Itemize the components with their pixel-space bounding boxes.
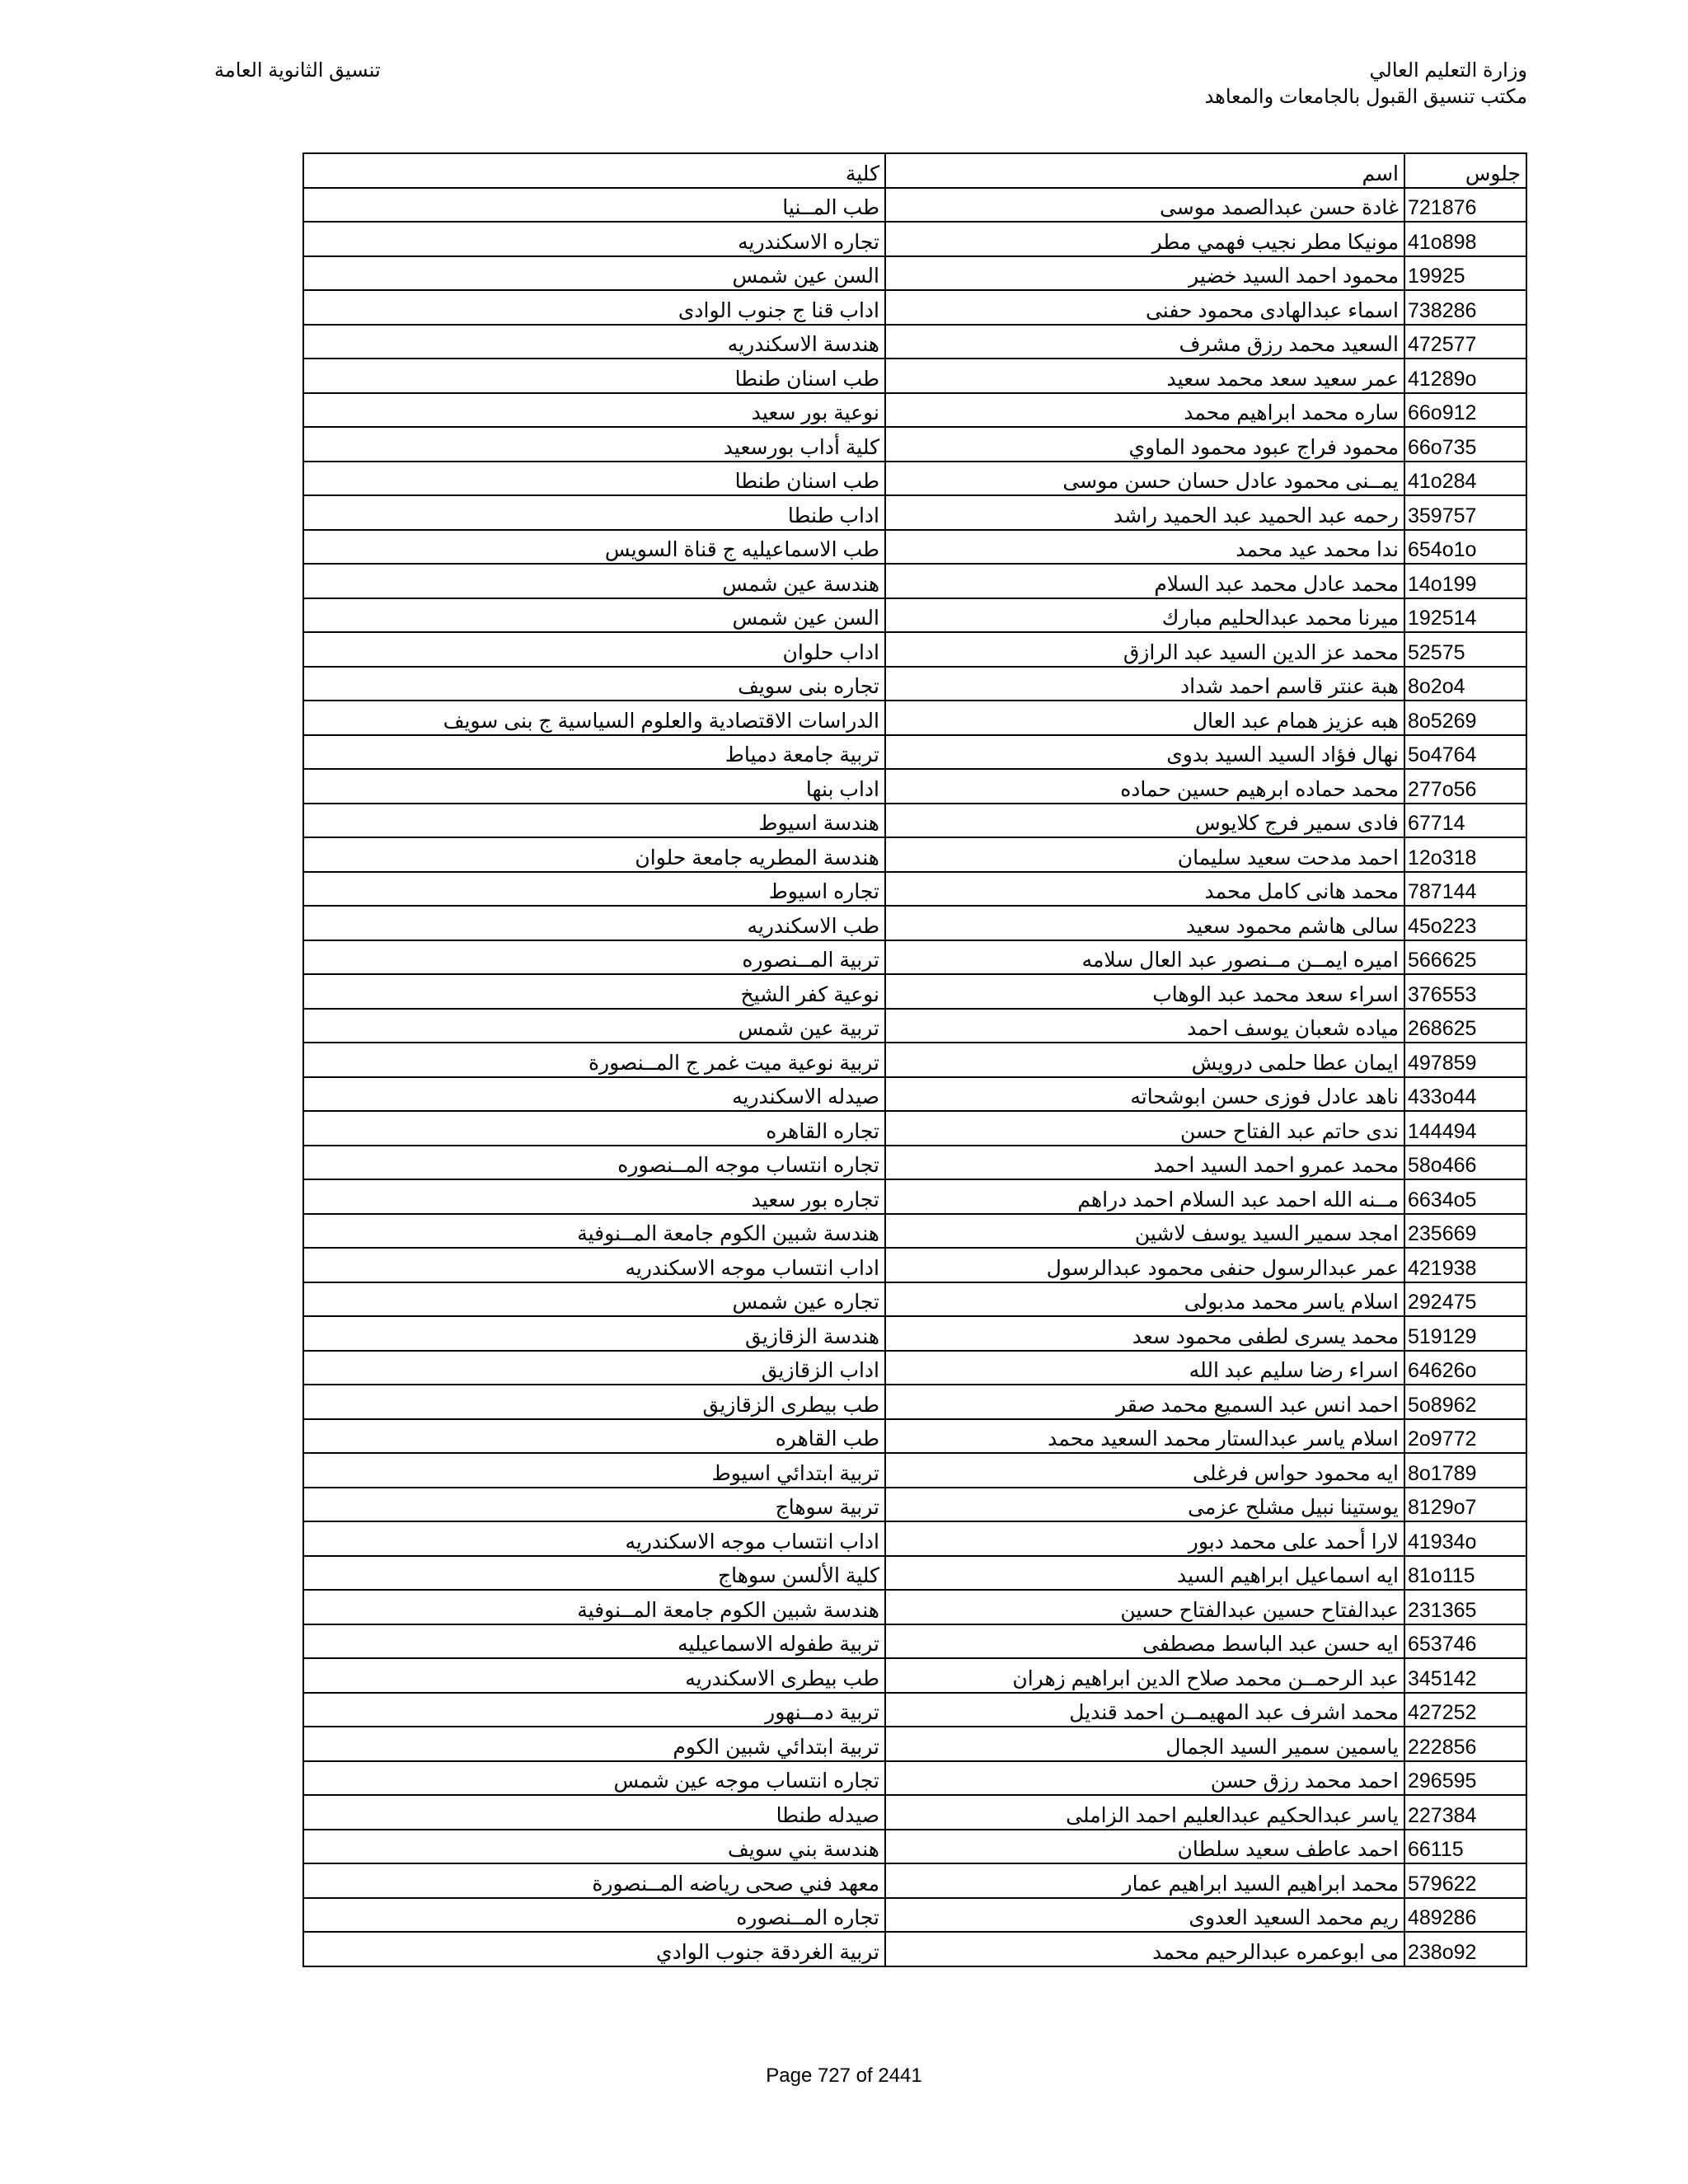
seat-number: 566625 xyxy=(1404,940,1526,975)
college-name: كلية أداب بورسعيد xyxy=(303,427,885,462)
seat-number: 81o115 xyxy=(1404,1556,1526,1591)
table-row xyxy=(303,940,1526,975)
seat-number: 787144 xyxy=(1404,872,1526,907)
table-row xyxy=(303,837,1526,872)
table-row xyxy=(303,1077,1526,1112)
seat-number: 41289o xyxy=(1404,359,1526,393)
college-name: اداب طنطا xyxy=(303,495,885,530)
table-row xyxy=(303,1453,1526,1488)
seat-number: 6634o5 xyxy=(1404,1179,1526,1214)
student-name: هبه عزيز همام عبد العال xyxy=(885,701,1404,735)
student-name: ايه اسماعيل ابراهيم السيد xyxy=(885,1556,1404,1591)
student-name: اسراء رضا سليم عبد الله xyxy=(885,1351,1404,1385)
student-name: رحمه عبد الحميد عبد الحميد راشد xyxy=(885,495,1404,530)
student-name: عمر سعيد سعد محمد سعيد xyxy=(885,359,1404,393)
table-row xyxy=(303,1419,1526,1454)
table-row xyxy=(303,495,1526,530)
seat-number: 268625 xyxy=(1404,1009,1526,1043)
student-name: اسراء سعد محمد عبد الوهاب xyxy=(885,974,1404,1009)
table-row xyxy=(303,804,1526,838)
student-name: ايه محمود حواس فرغلى xyxy=(885,1453,1404,1488)
student-name: اميره ايمــن مــنصور عبد العال سلامه xyxy=(885,940,1404,975)
table-row xyxy=(303,1214,1526,1249)
college-name: تربية ابتدائي اسيوط xyxy=(303,1453,885,1488)
student-name: عمر عبدالرسول حنفى محمود عبدالرسول xyxy=(885,1248,1404,1282)
table-row xyxy=(303,1590,1526,1624)
table-row xyxy=(303,1658,1526,1693)
seat-number: 66115 xyxy=(1404,1830,1526,1864)
college-name: هندسة شبين الكوم جامعة المــنوفية xyxy=(303,1214,885,1249)
student-name: محمد اشرف عبد المهيمــن احمد قنديل xyxy=(885,1693,1404,1727)
college-name: نوعية كفر الشيخ xyxy=(303,974,885,1009)
student-name: ياسر عبدالحكيم عبدالعليم احمد الزاملى xyxy=(885,1795,1404,1830)
college-name: تربية نوعية ميت غمر ج المــنصورة xyxy=(303,1043,885,1077)
table-row xyxy=(303,222,1526,256)
seat-number: 8o1789 xyxy=(1404,1453,1526,1488)
table-row xyxy=(303,325,1526,359)
table-row xyxy=(303,735,1526,770)
student-name: نهال فؤاد السيد السيد بدوى xyxy=(885,735,1404,770)
student-name: ريم محمد السعيد العدوى xyxy=(885,1898,1404,1933)
student-name: محمد حماده ابرهيم حسين حماده xyxy=(885,769,1404,804)
college-name: طب اسنان طنطا xyxy=(303,359,885,393)
student-name: ايمان عطا حلمى درويش xyxy=(885,1043,1404,1077)
student-name: محمود فراج عبود محمود الماوي xyxy=(885,427,1404,462)
student-name: ايه حسن عبد الباسط مصطفى xyxy=(885,1624,1404,1659)
table-row xyxy=(303,1556,1526,1591)
table-row xyxy=(303,1898,1526,1933)
college-name: تجاره القاهره xyxy=(303,1111,885,1146)
college-name: تجاره بنى سويف xyxy=(303,667,885,701)
seat-number: 5o4764 xyxy=(1404,735,1526,770)
college-name: هندسة شبين الكوم جامعة المــنوفية xyxy=(303,1590,885,1624)
table-row xyxy=(303,462,1526,496)
student-name: السعيد محمد رزق مشرف xyxy=(885,325,1404,359)
student-name: عبدالفتاح حسين عبدالفتاح حسين xyxy=(885,1590,1404,1624)
seat-number: 8o5269 xyxy=(1404,701,1526,735)
table-row xyxy=(303,1282,1526,1317)
college-name: اداب بنها xyxy=(303,769,885,804)
table-row xyxy=(303,1521,1526,1556)
student-name: هبة عنتر قاسم احمد شداد xyxy=(885,667,1404,701)
student-name: محمد عمرو احمد السيد احمد xyxy=(885,1146,1404,1180)
student-name: احمد محمد رزق حسن xyxy=(885,1761,1404,1796)
header-ministry-block xyxy=(1205,58,1527,110)
college-name: تربية جامعة دمياط xyxy=(303,735,885,770)
seat-number: 66o912 xyxy=(1404,393,1526,428)
table-row xyxy=(303,188,1526,223)
seat-number: 721876 xyxy=(1404,188,1526,223)
college-name: اداب انتساب موجه الاسكندريه xyxy=(303,1521,885,1556)
seat-number: 738286 xyxy=(1404,290,1526,325)
student-name: ساره محمد ابراهيم محمد xyxy=(885,393,1404,428)
college-name: طب الاسكندريه xyxy=(303,906,885,940)
table-row xyxy=(303,1863,1526,1898)
student-name: ياسمين سمير السيد الجمال xyxy=(885,1727,1404,1761)
college-name: السن عين شمس xyxy=(303,598,885,633)
student-name: محمد هانى كامل محمد xyxy=(885,872,1404,907)
seat-number: 654o1o xyxy=(1404,530,1526,565)
table-row xyxy=(303,530,1526,565)
college-name: تجاره انتساب موجه المــنصوره xyxy=(303,1146,885,1180)
table-row xyxy=(303,1248,1526,1282)
student-name: احمد مدحت سعيد سليمان xyxy=(885,837,1404,872)
college-name: هندسة الاسكندريه xyxy=(303,325,885,359)
seat-number: 66o735 xyxy=(1404,427,1526,462)
seat-number: 58o466 xyxy=(1404,1146,1526,1180)
student-name: محمد ابراهيم السيد ابراهيم عمار xyxy=(885,1863,1404,1898)
college-name: هندسة اسيوط xyxy=(303,804,885,838)
seat-number: 519129 xyxy=(1404,1316,1526,1351)
table-row xyxy=(303,632,1526,667)
student-name: امجد سمير السيد يوسف لاشين xyxy=(885,1214,1404,1249)
college-name: تجاره عين شمس xyxy=(303,1282,885,1317)
college-name: نوعية بور سعيد xyxy=(303,393,885,428)
table-row xyxy=(303,1624,1526,1659)
student-name: محمد عز الدين السيد عبد الرازق xyxy=(885,632,1404,667)
student-name: محمد عادل محمد عبد السلام xyxy=(885,564,1404,598)
table-row xyxy=(303,906,1526,940)
college-name: هندسة الزقازيق xyxy=(303,1316,885,1351)
college-name: السن عين شمس xyxy=(303,256,885,291)
seat-number: 222856 xyxy=(1404,1727,1526,1761)
seat-number: 231365 xyxy=(1404,1590,1526,1624)
college-name: تجاره اسيوط xyxy=(303,872,885,907)
college-name: طب بيطرى الزقازيق xyxy=(303,1385,885,1419)
seat-number: 64626o xyxy=(1404,1351,1526,1385)
college-name: تربية سوهاج xyxy=(303,1488,885,1522)
seat-number: 277o56 xyxy=(1404,769,1526,804)
table-row xyxy=(303,872,1526,907)
seat-number: 5o8962 xyxy=(1404,1385,1526,1419)
table-row xyxy=(303,1179,1526,1214)
seat-number: 227384 xyxy=(1404,1795,1526,1830)
student-name: احمد انس عبد السميع محمد صقر xyxy=(885,1385,1404,1419)
student-name: ميرنا محمد عبدالحليم مبارك xyxy=(885,598,1404,633)
header-name: اسم xyxy=(885,153,1404,188)
seat-number: 296595 xyxy=(1404,1761,1526,1796)
table-row xyxy=(303,1351,1526,1385)
seat-number: 52575 xyxy=(1404,632,1526,667)
table-row xyxy=(303,1830,1526,1864)
college-name: تربية دمــنهور xyxy=(303,1693,885,1727)
student-name: ندى حاتم عبد الفتاح حسن xyxy=(885,1111,1404,1146)
student-name: يمــنى محمود عادل حسان حسن موسى xyxy=(885,462,1404,496)
college-name: اداب حلوان xyxy=(303,632,885,667)
college-name: طب القاهره xyxy=(303,1419,885,1454)
seat-number: 472577 xyxy=(1404,325,1526,359)
college-name: الدراسات الاقتصادية والعلوم السياسية ج بنى سويف xyxy=(303,701,885,735)
college-name: هندسة بني سويف xyxy=(303,1830,885,1864)
student-name: سالى هاشم محمود سعيد xyxy=(885,906,1404,940)
college-name: اداب قنا ج جنوب الوادى xyxy=(303,290,885,325)
college-name: معهد فني صحى رياضه المــنصورة xyxy=(303,1863,885,1898)
coordination-title: تنسيق الثانوية العامة xyxy=(214,59,381,82)
college-name: تربية ابتدائي شبين الكوم xyxy=(303,1727,885,1761)
student-name: محمد يسرى لطفى محمود سعد xyxy=(885,1316,1404,1351)
table-row xyxy=(303,427,1526,462)
student-name: مى ابوعمره عبدالرحيم محمد xyxy=(885,1932,1404,1966)
table-row xyxy=(303,667,1526,701)
seat-number: 8129o7 xyxy=(1404,1488,1526,1522)
seat-number: 345142 xyxy=(1404,1658,1526,1693)
seat-number: 41934o xyxy=(1404,1521,1526,1556)
college-name: تجاره انتساب موجه عين شمس xyxy=(303,1761,885,1796)
college-name: هندسة عين شمس xyxy=(303,564,885,598)
college-name: صيدله الاسكندريه xyxy=(303,1077,885,1112)
seat-number: 41o898 xyxy=(1404,222,1526,256)
header-seat: جلوس xyxy=(1404,153,1526,188)
college-name: طب الاسماعيليه ج قناة السويس xyxy=(303,530,885,565)
student-name: يوستينا نبيل مشلح عزمى xyxy=(885,1488,1404,1522)
student-name: مــنه الله احمد عبد السلام احمد دراهم xyxy=(885,1179,1404,1214)
table-row xyxy=(303,1111,1526,1146)
college-name: تربية المــنصوره xyxy=(303,940,885,975)
seat-number: 427252 xyxy=(1404,1693,1526,1727)
seat-number: 433o44 xyxy=(1404,1077,1526,1112)
student-name: مياده شعبان يوسف احمد xyxy=(885,1009,1404,1043)
college-name: صيدله طنطا xyxy=(303,1795,885,1830)
seat-number: 579622 xyxy=(1404,1863,1526,1898)
table-row xyxy=(303,393,1526,428)
table-row xyxy=(303,701,1526,735)
college-name: اداب انتساب موجه الاسكندريه xyxy=(303,1248,885,1282)
table-row xyxy=(303,1761,1526,1796)
student-name: اسلام ياسر محمد مدبولى xyxy=(885,1282,1404,1317)
seat-number: 497859 xyxy=(1404,1043,1526,1077)
college-name: طب بيطرى الاسكندريه xyxy=(303,1658,885,1693)
results-table xyxy=(302,152,1527,1967)
seat-number: 235669 xyxy=(1404,1214,1526,1249)
table-row xyxy=(303,564,1526,598)
college-name: تربية طفوله الاسماعيليه xyxy=(303,1624,885,1659)
student-name: اسماء عبدالهادى محمود حفنى xyxy=(885,290,1404,325)
table-row xyxy=(303,598,1526,633)
college-name: تربية عين شمس xyxy=(303,1009,885,1043)
college-name: تجاره الاسكندريه xyxy=(303,222,885,256)
table-row xyxy=(303,1488,1526,1522)
seat-number: 489286 xyxy=(1404,1898,1526,1933)
ministry-title: وزارة التعليم العالي xyxy=(1369,59,1527,82)
student-name: ناهد عادل فوزى حسن ابوشحاته xyxy=(885,1077,1404,1112)
table-row xyxy=(303,1385,1526,1419)
college-name: تجاره المــنصوره xyxy=(303,1898,885,1933)
table-row xyxy=(303,974,1526,1009)
header-college: كلية xyxy=(303,153,885,188)
seat-number: 67714 xyxy=(1404,804,1526,838)
table-row xyxy=(303,256,1526,291)
student-name: احمد عاطف سعيد سلطان xyxy=(885,1830,1404,1864)
table-row xyxy=(303,1316,1526,1351)
college-name: تربية الغردقة جنوب الوادي xyxy=(303,1932,885,1966)
college-name: هندسة المطريه جامعة حلوان xyxy=(303,837,885,872)
table-row xyxy=(303,1009,1526,1043)
student-name: مونيكا مطر نجيب فهمي مطر xyxy=(885,222,1404,256)
seat-number: 2o9772 xyxy=(1404,1419,1526,1454)
college-name: طب المــنيا xyxy=(303,188,885,223)
seat-number: 292475 xyxy=(1404,1282,1526,1317)
table-row xyxy=(303,1693,1526,1727)
table-row xyxy=(303,1932,1526,1966)
college-name: كلية الألسن سوهاج xyxy=(303,1556,885,1591)
seat-number: 41o284 xyxy=(1404,462,1526,496)
seat-number: 376553 xyxy=(1404,974,1526,1009)
seat-number: 8o2o4 xyxy=(1404,667,1526,701)
table-row xyxy=(303,1146,1526,1180)
college-name: طب اسنان طنطا xyxy=(303,462,885,496)
table-row xyxy=(303,1727,1526,1761)
student-name: لارا أحمد على محمد دبور xyxy=(885,1521,1404,1556)
table-row xyxy=(303,359,1526,393)
seat-number: 359757 xyxy=(1404,495,1526,530)
seat-number: 45o223 xyxy=(1404,906,1526,940)
seat-number: 144494 xyxy=(1404,1111,1526,1146)
results-table-container xyxy=(302,152,1526,1967)
table-row xyxy=(303,1043,1526,1077)
seat-number: 238o92 xyxy=(1404,1932,1526,1966)
seat-number: 14o199 xyxy=(1404,564,1526,598)
table-row xyxy=(303,290,1526,325)
college-name: اداب الزقازيق xyxy=(303,1351,885,1385)
table-header-row xyxy=(303,153,1526,188)
college-name: تجاره بور سعيد xyxy=(303,1179,885,1214)
page-number: Page 727 of 2441 xyxy=(766,2064,922,2087)
seat-number: 12o318 xyxy=(1404,837,1526,872)
table-row xyxy=(303,1795,1526,1830)
student-name: اسلام ياسر عبدالستار محمد السعيد محمد xyxy=(885,1419,1404,1454)
student-name: فادى سمير فرج كلايوس xyxy=(885,804,1404,838)
student-name: محمود احمد السيد خضير xyxy=(885,256,1404,291)
seat-number: 19925 xyxy=(1404,256,1526,291)
student-name: ندا محمد عيد محمد xyxy=(885,530,1404,565)
student-name: عبد الرحمــن محمد صلاح الدين ابراهيم زهران xyxy=(885,1658,1404,1693)
table-row xyxy=(303,769,1526,804)
seat-number: 192514 xyxy=(1404,598,1526,633)
seat-number: 653746 xyxy=(1404,1624,1526,1659)
office-title: مكتب تنسيق القبول بالجامعات والمعاهد xyxy=(1204,86,1527,108)
seat-number: 421938 xyxy=(1404,1248,1526,1282)
student-name: غادة حسن عبدالصمد موسى xyxy=(885,188,1404,223)
